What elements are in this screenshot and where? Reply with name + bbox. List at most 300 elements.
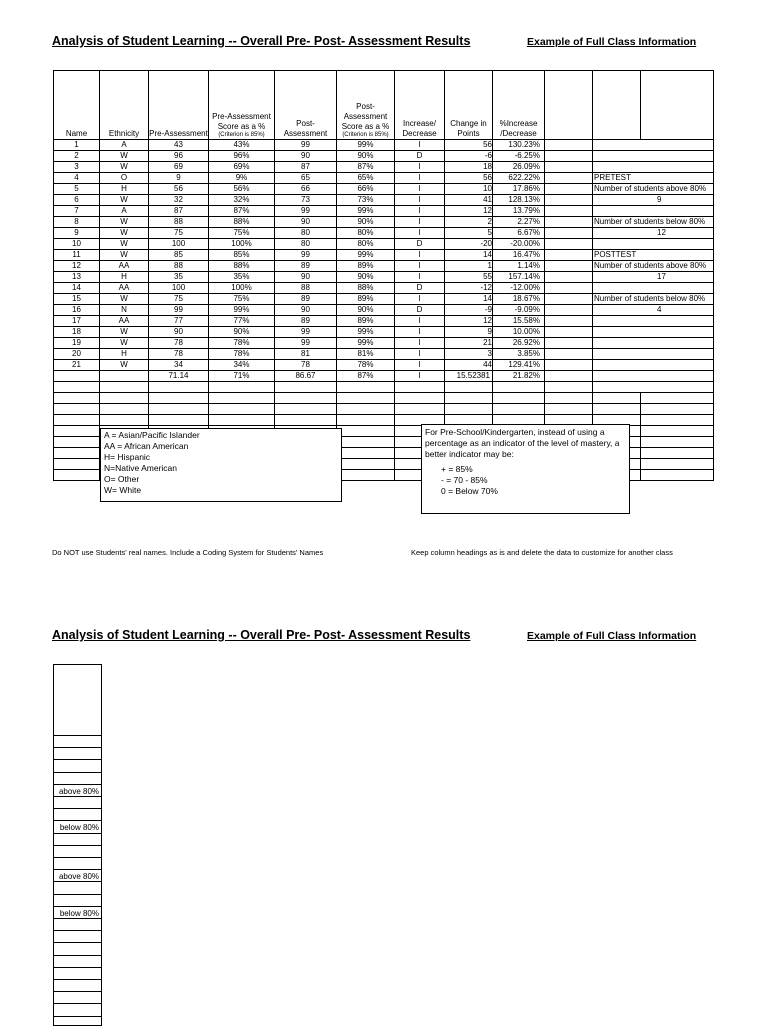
table-cell: D (395, 283, 445, 294)
table-cell: 99% (337, 338, 395, 349)
side-cell: 4 (593, 305, 714, 316)
table-cell: 80% (337, 228, 395, 239)
page-title: Analysis of Student Learning -- Overall Pre- Post- Assessment Results (52, 34, 471, 48)
table-cell: 6 (54, 195, 100, 206)
table-row (54, 140, 714, 151)
side-cell (593, 151, 714, 162)
table-cell (545, 316, 593, 327)
page2-cell (54, 906, 101, 919)
table-cell (100, 415, 149, 426)
legend-item: H= Hispanic (104, 452, 151, 462)
table-cell (54, 382, 100, 393)
side-cell: 17 (593, 272, 714, 283)
table-cell: 71% (209, 371, 275, 382)
table-cell: 69 (149, 162, 209, 173)
table-cell: 34% (209, 360, 275, 371)
table-cell: 88 (275, 283, 337, 294)
table-row (54, 283, 714, 294)
table-cell: I (395, 261, 445, 272)
table-cell: N (100, 305, 149, 316)
table-row (54, 393, 714, 404)
table-cell: W (100, 360, 149, 371)
table-cell: 2.27% (493, 217, 545, 228)
prek-note-text: For Pre-School/Kindergarten, instead of using a percentage as an indicator of the level of mastery, a better indicator may be: (425, 427, 620, 459)
table-cell: I (395, 217, 445, 228)
table-cell: 99% (337, 250, 395, 261)
table-cell: 55 (445, 272, 493, 283)
table-cell: 34 (149, 360, 209, 371)
table-cell: 4 (54, 173, 100, 184)
table-cell: W (100, 151, 149, 162)
table-cell (545, 294, 593, 305)
table-cell: 88 (149, 217, 209, 228)
table-cell: 32% (209, 195, 275, 206)
table-cell: 1 (54, 140, 100, 151)
table-cell: 18 (445, 162, 493, 173)
table-cell: 10 (445, 184, 493, 195)
table-cell (54, 470, 100, 481)
table-cell: 90 (275, 305, 337, 316)
side-cell (593, 327, 714, 338)
header-row (54, 71, 714, 140)
table-cell: 622.22% (493, 173, 545, 184)
table-cell: 157.14% (493, 272, 545, 283)
table-cell: I (395, 195, 445, 206)
table-row (54, 404, 714, 415)
table-cell: 100% (209, 283, 275, 294)
header-ethnicity: Ethnicity (100, 71, 149, 140)
table-cell: 35% (209, 272, 275, 283)
table-cell: 19 (54, 338, 100, 349)
table-row (54, 338, 714, 349)
table-row (54, 250, 714, 261)
table-cell: 9% (209, 173, 275, 184)
table-cell: 9 (445, 327, 493, 338)
table-cell (100, 404, 149, 415)
page2-cell (54, 808, 101, 821)
table-cell: 66 (275, 184, 337, 195)
table-cell (545, 283, 593, 294)
table-cell: 99 (275, 140, 337, 151)
table-cell: 81 (275, 349, 337, 360)
table-cell (337, 459, 395, 470)
table-cell: -12 (445, 283, 493, 294)
table-cell (641, 448, 714, 459)
table-cell: 56 (445, 140, 493, 151)
table-cell: 99% (337, 327, 395, 338)
table-cell: 35 (149, 272, 209, 283)
table-cell: W (100, 162, 149, 173)
table-cell: 14 (445, 294, 493, 305)
table-cell (149, 382, 209, 393)
table-cell (209, 415, 275, 426)
table-cell: 56 (445, 173, 493, 184)
table-cell: 77 (149, 316, 209, 327)
table-cell (395, 382, 445, 393)
table-cell: 99 (275, 206, 337, 217)
legend-item: O= Other (104, 474, 140, 484)
table-cell: 100 (149, 283, 209, 294)
table-cell: 90% (337, 305, 395, 316)
side-cell: 9 (593, 195, 714, 206)
side-cell: Number of students above 80% (593, 184, 714, 195)
table-cell: 90 (275, 272, 337, 283)
header-blank-3 (641, 71, 714, 140)
table-cell (545, 250, 593, 261)
legend-item: W= White (104, 485, 142, 495)
table-cell (100, 371, 149, 382)
table-cell: 85 (149, 250, 209, 261)
table-cell (54, 404, 100, 415)
table-cell: -20.00% (493, 239, 545, 250)
page2-cell (54, 747, 101, 760)
table-cell: 16.47% (493, 250, 545, 261)
table-cell: 99% (209, 305, 275, 316)
page2-cell (54, 833, 101, 846)
table-cell (641, 426, 714, 437)
table-cell (337, 393, 395, 404)
table-row (54, 316, 714, 327)
table-cell (641, 459, 714, 470)
table-cell: 87% (337, 371, 395, 382)
table-cell: AA (100, 261, 149, 272)
table-cell (209, 404, 275, 415)
side-cell (593, 349, 714, 360)
table-cell (545, 173, 593, 184)
header-pre-pct-label: Pre-Assessment Score as a % (212, 112, 271, 131)
table-cell (545, 261, 593, 272)
header-pre-pct-note: (Criterion is 85%) (218, 132, 265, 138)
page2-cell (54, 942, 101, 955)
table-cell (545, 360, 593, 371)
page2-cell (54, 967, 101, 980)
table-cell: 88% (209, 217, 275, 228)
table-cell: I (395, 294, 445, 305)
page2-subtitle: Example of Full Class Information (527, 630, 697, 642)
table-cell: I (395, 349, 445, 360)
table-cell: 80 (275, 228, 337, 239)
page2-cell (54, 881, 101, 894)
table-cell: 90 (275, 151, 337, 162)
table-cell (545, 327, 593, 338)
prek-items (425, 464, 626, 497)
prek-item: 0 = Below 70% (441, 486, 498, 496)
table-cell (337, 382, 395, 393)
table-cell (641, 404, 714, 415)
table-cell: 129.41% (493, 360, 545, 371)
table-row (54, 349, 714, 360)
table-cell: 1.14% (493, 261, 545, 272)
table-cell (545, 338, 593, 349)
table-cell: 43 (149, 140, 209, 151)
side-cell (593, 162, 714, 173)
table-cell: 5 (54, 184, 100, 195)
table-cell: 32 (149, 195, 209, 206)
table-cell: 99 (149, 305, 209, 316)
table-cell: 3 (445, 349, 493, 360)
table-cell: 44 (445, 360, 493, 371)
table-cell (209, 382, 275, 393)
table-cell: 73% (337, 195, 395, 206)
table-cell: I (395, 272, 445, 283)
header-name: Name (54, 71, 100, 140)
table-cell (395, 404, 445, 415)
table-cell (493, 404, 545, 415)
table-cell (275, 393, 337, 404)
table-row (54, 327, 714, 338)
table-cell: 90 (149, 327, 209, 338)
table-cell: 12 (445, 316, 493, 327)
table-cell: 17.86% (493, 184, 545, 195)
table-cell (493, 393, 545, 404)
table-cell: -12.00% (493, 283, 545, 294)
table-cell: 2 (54, 151, 100, 162)
table-cell: I (395, 228, 445, 239)
page2-cell (54, 1003, 101, 1016)
table-cell: W (100, 228, 149, 239)
page2-cell (54, 759, 101, 772)
table-cell: 75% (209, 228, 275, 239)
table-cell: 15.58% (493, 316, 545, 327)
table-cell: -20 (445, 239, 493, 250)
side-cell: Number of students above 80% (593, 261, 714, 272)
table-cell: 90% (209, 327, 275, 338)
table-cell (545, 140, 593, 151)
table-cell: 78% (209, 338, 275, 349)
table-cell: AA (100, 316, 149, 327)
table-row (54, 228, 714, 239)
table-cell: D (395, 239, 445, 250)
table-cell: W (100, 217, 149, 228)
table-cell: 80% (337, 239, 395, 250)
table-cell: 88% (209, 261, 275, 272)
table-row (54, 272, 714, 283)
page2-cell (54, 894, 101, 907)
table-cell (545, 349, 593, 360)
legend-item: AA = African American (104, 441, 189, 451)
table-cell (545, 404, 593, 415)
page2-cell (54, 955, 101, 968)
table-cell: 96% (209, 151, 275, 162)
table-cell: 10 (54, 239, 100, 250)
page2-cell (54, 772, 101, 785)
table-cell: 8 (54, 217, 100, 228)
side-cell (593, 206, 714, 217)
table-cell (493, 382, 545, 393)
page2-cell (54, 845, 101, 858)
table-cell (445, 404, 493, 415)
table-cell (209, 393, 275, 404)
table-cell: I (395, 140, 445, 151)
table-cell: 15.52381 (445, 371, 493, 382)
table-cell: 26.09% (493, 162, 545, 173)
table-cell (545, 305, 593, 316)
table-cell (54, 393, 100, 404)
table-cell: 56% (209, 184, 275, 195)
table-cell (641, 393, 714, 404)
table-cell (149, 415, 209, 426)
table-row (54, 239, 714, 250)
table-cell: 9 (149, 173, 209, 184)
prek-item: + = 85% (441, 464, 473, 474)
table-cell: W (100, 250, 149, 261)
table-cell: 78% (337, 360, 395, 371)
table-cell: 9 (54, 228, 100, 239)
table-cell: 5 (445, 228, 493, 239)
table-cell: 14 (445, 250, 493, 261)
table-cell: 17 (54, 316, 100, 327)
table-cell: 13 (54, 272, 100, 283)
table-row (54, 162, 714, 173)
table-cell: I (395, 338, 445, 349)
table-cell: D (395, 151, 445, 162)
table-cell: 41 (445, 195, 493, 206)
table-cell: W (100, 338, 149, 349)
table-cell: 90% (337, 151, 395, 162)
table-cell (395, 393, 445, 404)
table-cell (545, 239, 593, 250)
table-cell: 71.14 (149, 371, 209, 382)
table-cell: I (395, 250, 445, 261)
table-cell: 89 (275, 316, 337, 327)
table-cell: 89 (275, 261, 337, 272)
table-cell (593, 404, 641, 415)
table-cell: 80 (275, 239, 337, 250)
table-cell: 86.67 (275, 371, 337, 382)
table-cell (337, 470, 395, 481)
table-row (54, 195, 714, 206)
header-pre-pct (209, 71, 275, 140)
assessment-table (53, 70, 714, 481)
table-cell: A (100, 140, 149, 151)
table-cell: 16 (54, 305, 100, 316)
table-cell (545, 393, 593, 404)
table-cell: I (395, 162, 445, 173)
table-cell: AA (100, 283, 149, 294)
table-row (54, 217, 714, 228)
table-cell (337, 415, 395, 426)
table-cell: 78 (149, 349, 209, 360)
table-row (54, 151, 714, 162)
table-row (54, 261, 714, 272)
table-cell: 78 (149, 338, 209, 349)
table-cell: I (395, 316, 445, 327)
table-cell: H (100, 349, 149, 360)
table-cell: 26.92% (493, 338, 545, 349)
side-cell (593, 316, 714, 327)
table-cell: 77% (209, 316, 275, 327)
table-cell: 18 (54, 327, 100, 338)
table-cell: H (100, 184, 149, 195)
table-cell: 87 (275, 162, 337, 173)
table-cell (149, 404, 209, 415)
table-cell: 75 (149, 294, 209, 305)
table-cell: 11 (54, 250, 100, 261)
page2-title: Analysis of Student Learning -- Overall Pre- Post- Assessment Results (52, 628, 471, 642)
table-cell: 100 (149, 239, 209, 250)
header-pctchange: %Increase /Decrease (493, 71, 545, 140)
header-change: Change in Points (445, 71, 493, 140)
table-cell: 87% (209, 206, 275, 217)
table-cell (593, 393, 641, 404)
side-cell (593, 382, 714, 393)
table-cell: 2 (445, 217, 493, 228)
table-cell: I (395, 327, 445, 338)
table-cell: 21 (54, 360, 100, 371)
page-subtitle: Example of Full Class Information (527, 36, 697, 48)
table-row (54, 382, 714, 393)
page2-column (53, 664, 102, 1026)
table-cell (54, 415, 100, 426)
table-cell: 87% (337, 162, 395, 173)
table-cell: 6.67% (493, 228, 545, 239)
table-cell: 96 (149, 151, 209, 162)
table-row (54, 371, 714, 382)
table-cell (337, 437, 395, 448)
header-blank-1 (545, 71, 593, 140)
table-cell: D (395, 305, 445, 316)
table-cell: I (395, 360, 445, 371)
table-row (54, 294, 714, 305)
header-post: Post-Assessment (275, 71, 337, 140)
page2-cell-text: below 80% (59, 908, 99, 918)
table-cell: 7 (54, 206, 100, 217)
table-cell: -6 (445, 151, 493, 162)
table-cell (545, 184, 593, 195)
table-cell (54, 448, 100, 459)
table-cell: 89 (275, 294, 337, 305)
side-cell (593, 140, 714, 151)
table-cell: 85% (209, 250, 275, 261)
table-cell: 12 (54, 261, 100, 272)
table-cell: W (100, 239, 149, 250)
table-cell: 90 (275, 217, 337, 228)
table-cell: 69% (209, 162, 275, 173)
table-cell (337, 404, 395, 415)
table-cell: 21 (445, 338, 493, 349)
page2-cell (54, 820, 101, 833)
table-cell (545, 162, 593, 173)
table-cell: 10.00% (493, 327, 545, 338)
table-cell: 89% (337, 261, 395, 272)
page2-cell (54, 1016, 101, 1026)
table-cell (545, 206, 593, 217)
table-cell: 78 (275, 360, 337, 371)
table-cell: 73 (275, 195, 337, 206)
table-cell (100, 382, 149, 393)
table-cell: 100% (209, 239, 275, 250)
side-cell (593, 338, 714, 349)
table-cell: 99% (337, 206, 395, 217)
table-cell (54, 426, 100, 437)
table-cell: -9 (445, 305, 493, 316)
table-cell: 21.82% (493, 371, 545, 382)
table-cell (641, 470, 714, 481)
table-cell (641, 415, 714, 426)
table-cell: 90% (337, 217, 395, 228)
table-cell (641, 437, 714, 448)
legend-item: A = Asian/Pacific Islander (104, 430, 200, 440)
legend-item: N=Native American (104, 463, 177, 473)
table-cell: 65 (275, 173, 337, 184)
table-cell (545, 382, 593, 393)
page2-cell-text: above 80% (58, 872, 99, 882)
footer-left-note: Do NOT use Students' real names. Include a Coding System for Students' Names (52, 548, 324, 557)
table-cell (54, 371, 100, 382)
table-cell: 66% (337, 184, 395, 195)
header-incdec: Increase/ Decrease (395, 71, 445, 140)
table-row (54, 305, 714, 316)
